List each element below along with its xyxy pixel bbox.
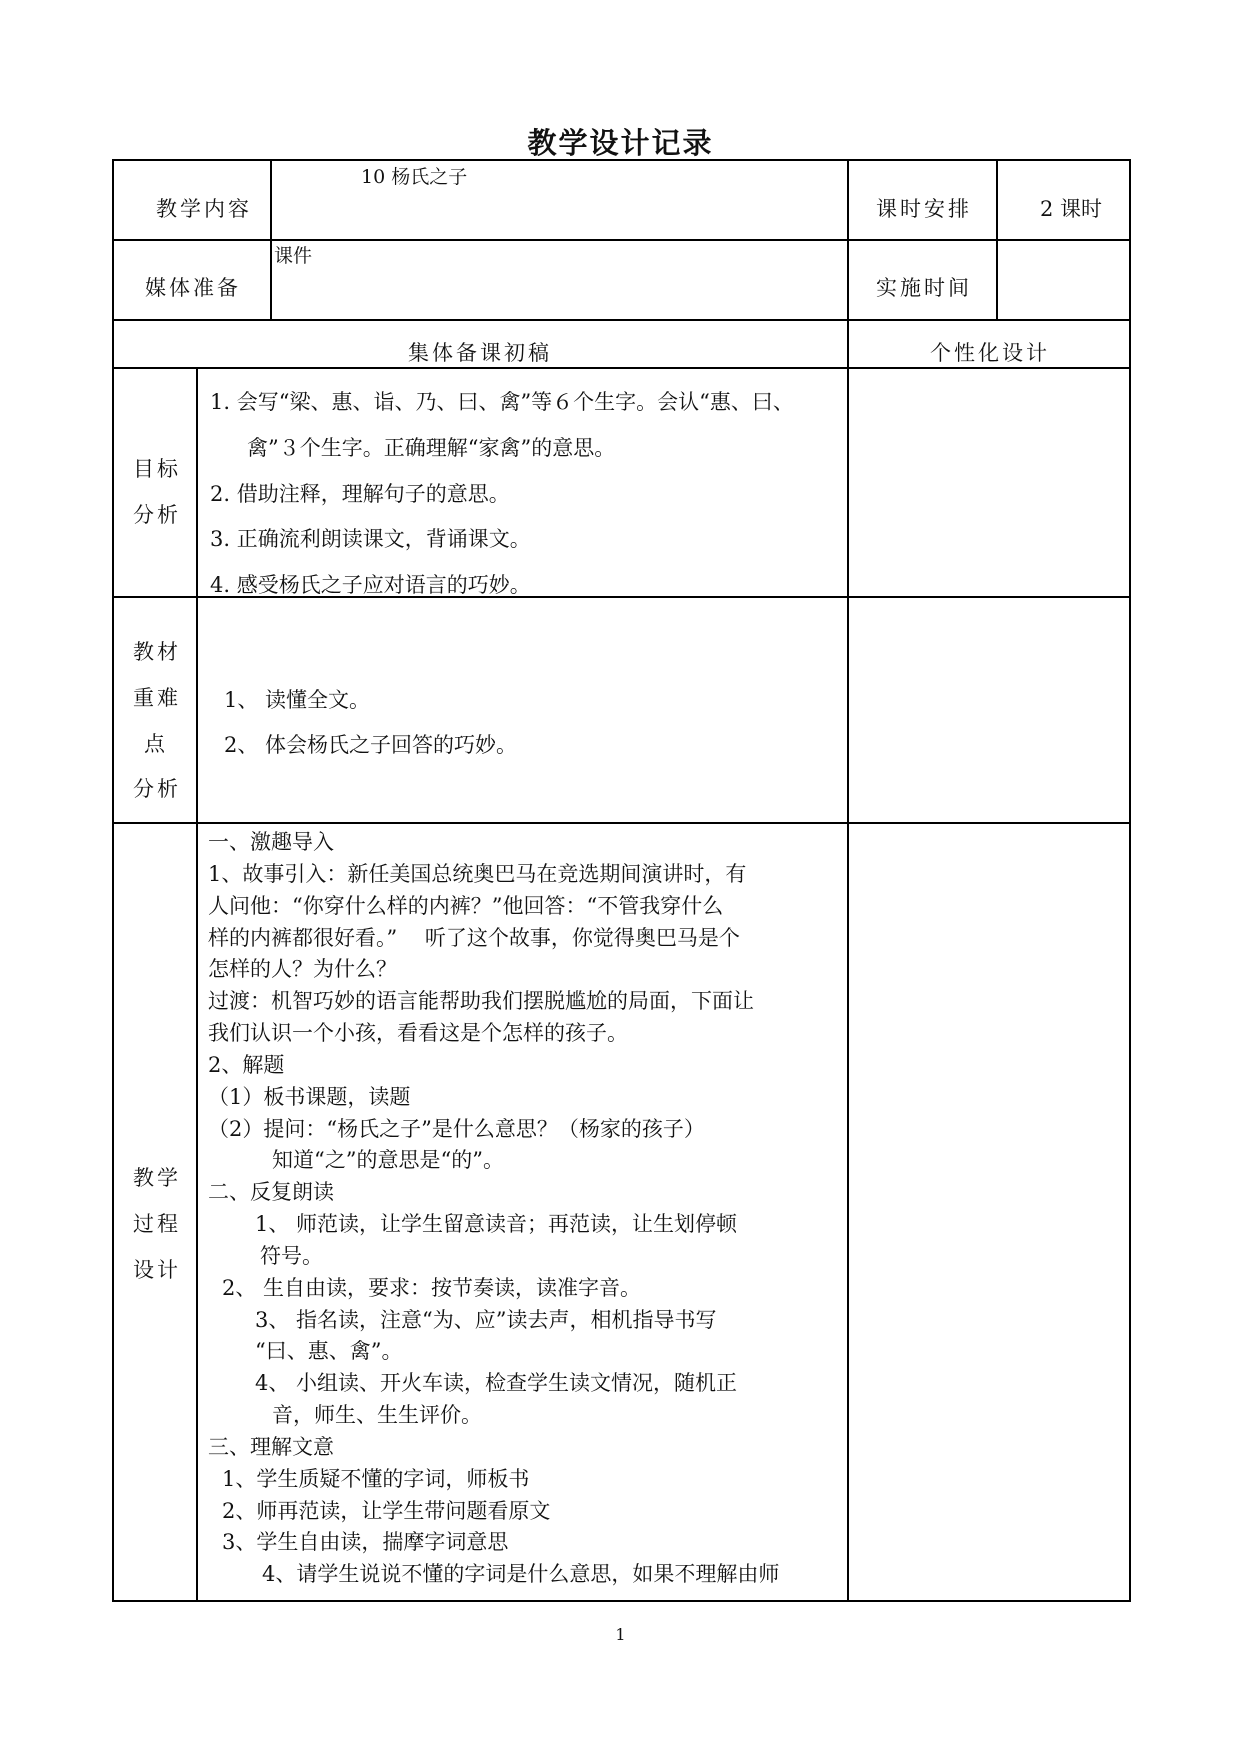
goal-line: 禽”３个生字。正确理解“家禽”的意思。: [247, 436, 616, 460]
process-line: 2、解题: [208, 1053, 285, 1077]
process-label: 过程: [133, 1212, 181, 1236]
process-line: “曰、惠、禽”。: [255, 1339, 403, 1363]
process-line: 3、学生自由读，揣摩字词意思: [222, 1530, 509, 1554]
process-label: 教学: [133, 1166, 181, 1190]
goals-label-2: 分析: [133, 503, 181, 527]
process-label: 设计: [133, 1258, 181, 1282]
process-line: 样的内裤都很好看。” 听了这个故事，你觉得奥巴马是个: [208, 926, 740, 950]
process-line: 1、学生质疑不懂的字词，师板书: [222, 1467, 530, 1491]
goal-line: 2. 借助注释，理解句子的意思。: [210, 482, 510, 506]
process-line: 人问他：“你穿什么样的内裤？”他回答：“不管我穿什么: [208, 894, 724, 918]
goals-label-1: 目标: [133, 457, 181, 481]
difficulty-label: 分析: [133, 777, 181, 801]
process-line: 符号。: [260, 1244, 323, 1268]
page-number: 1: [615, 1625, 626, 1644]
process-line: 1、 师范读，让学生留意读音；再范读，让生划停顿: [255, 1212, 738, 1236]
media-label: 媒体准备: [145, 276, 241, 300]
goal-line: 1. 会写“梁、惠、诣、乃、曰、禽”等６个生字。会认“惠、曰、: [210, 390, 794, 414]
process-line: 1、故事引入：新任美国总统奥巴马在竞选期间演讲时，有: [208, 862, 747, 886]
difficulty-line: 2、 体会杨氏之子回答的巧妙。: [224, 733, 518, 757]
draft-label: 集体备课初稿: [408, 341, 552, 365]
schedule-value: 2 课时: [1040, 197, 1103, 221]
time-label: 实施时间: [876, 276, 972, 300]
process-line: 2、 生自由读，要求：按节奏读，读准字音。: [222, 1276, 642, 1300]
process-line: （1）板书课题，读题: [208, 1085, 411, 1109]
goal-line: 3. 正确流利朗读课文，背诵课文。: [210, 527, 531, 551]
difficulty-label: 教材: [133, 640, 181, 664]
document-title: 教学设计记录: [527, 126, 714, 160]
process-line: 三、理解文意: [208, 1435, 334, 1459]
process-line: 3、 指名读，注意“为、应”读去声，相机指导书写: [255, 1308, 717, 1332]
schedule-label: 课时安排: [876, 197, 972, 221]
process-line: 我们认识一个小孩，看看这是个怎样的孩子。: [208, 1021, 628, 1045]
process-line: （2）提问：“杨氏之子”是什么意思？（杨家的孩子）: [208, 1117, 705, 1141]
media-value: 课件: [274, 245, 313, 267]
process-line: 过渡：机智巧妙的语言能帮助我们摆脱尴尬的局面，下面让: [208, 989, 754, 1013]
difficulty-label: 点: [144, 732, 168, 756]
process-line: 2、师再范读，让学生带问题看原文: [222, 1499, 551, 1523]
process-line: 怎样的人？为什么？: [208, 957, 397, 981]
process-line: 知道“之”的意思是“的”。: [272, 1148, 504, 1172]
process-line: 4、 小组读、开火车读，检查学生读文情况，随机正: [255, 1371, 738, 1395]
goal-line: 4. 感受杨氏之子应对语言的巧妙。: [210, 573, 531, 597]
process-line: 一、激趣导入: [208, 830, 334, 854]
process-line: 4、请学生说说不懂的字词是什么意思，如果不理解由师: [262, 1562, 780, 1586]
process-line: 音，师生、生生评价。: [272, 1403, 482, 1427]
content-value: 10 杨氏之子: [361, 166, 468, 188]
difficulty-line: 1、 读懂全文。: [224, 688, 371, 712]
difficulty-label: 重难: [133, 686, 181, 710]
personal-label: 个性化设计: [930, 341, 1050, 365]
process-line: 二、反复朗读: [208, 1180, 334, 1204]
content-label: 教学内容: [156, 197, 252, 221]
